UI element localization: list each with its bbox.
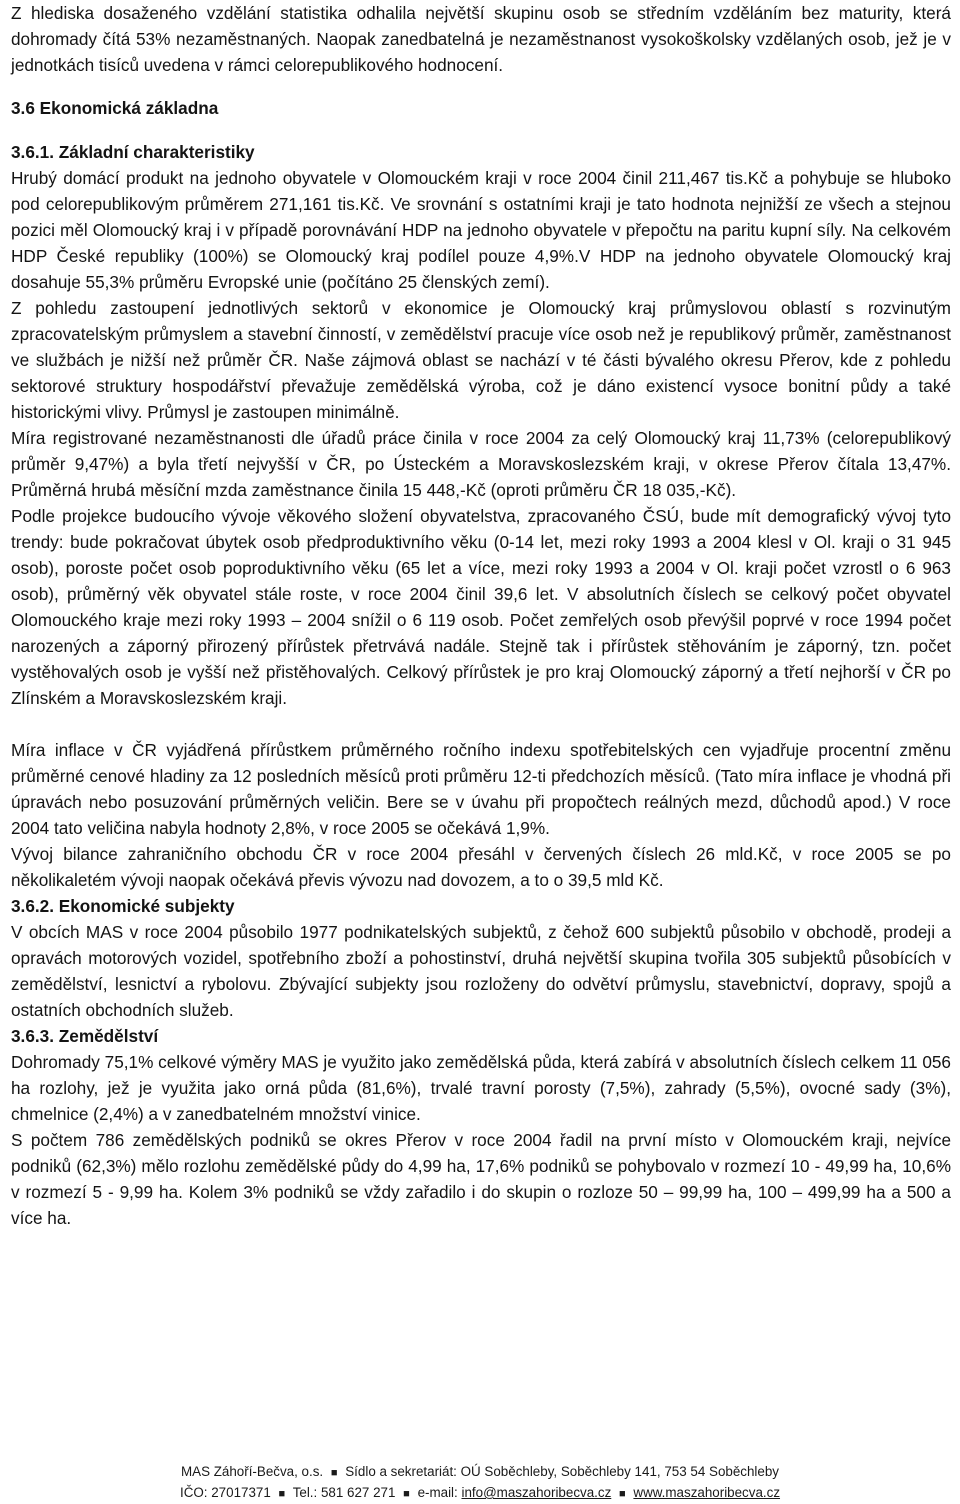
subsection-title-agriculture: 3.6.3. Zemědělství	[11, 1026, 159, 1046]
intro-paragraph: Z hlediska dosaženého vzdělání statistika odhalila největší skupinu osob se středním vzděláním bez maturity, která dohromady čítá 53% nezaměstnaných. Naopak zanedbatelná je nezaměstnanost vysokoškolsky vzdělaných osob, jež je v jednotkách tisíců uvedena v rámci celorepublikového hodnocení.	[11, 3, 951, 75]
document-page	[11, 0, 951, 1231]
footer-line-contacts	[0, 1483, 960, 1504]
footer-email-link[interactable]: info@maszahoribecva.cz	[461, 1485, 612, 1500]
section-title: 3.6 Ekonomická základna	[11, 98, 219, 118]
footer-phone: Tel.: 581 627 271	[292, 1485, 396, 1500]
paragraph-agricultural-land: Dohromady 75,1% celkové výměry MAS je využito jako zemědělská půda, která zabírá v absolutních číslech celkem 11 056 ha rozlohy, jež je využita jako orná půda (81,6%), trvalé travní porosty (7,5%), zahrady (5,5%), ovocné sady (3%), chmelnice (2,4%) a v zanedbatelném množství vinice.	[11, 1052, 951, 1124]
paragraph-foreign-trade: Vývoj bilance zahraničního obchodu ČR v roce 2004 přesáhl v červených číslech 26 mld.Kč, v roce 2005 se po několikaletém vývoji naopak očekává převis vývozu nad dovozem, a to o 39,5 mld Kč.	[11, 844, 951, 890]
page-footer	[0, 1462, 960, 1504]
footer-separator-icon: ■	[278, 1488, 286, 1500]
paragraph-spacer	[11, 711, 951, 737]
footer-separator-icon: ■	[619, 1488, 626, 1500]
footer-ico: IČO: 27017371	[179, 1485, 271, 1500]
paragraph-unemployment: Míra registrované nezaměstnanosti dle úřadů práce činila v roce 2004 za celý Olomoucký kraj 11,73% (celorepublikový průměr 9,47%) a byla třetí nejvyšší v ČR, po Ústeckém a Moravskoslezském kraji, v okrese Přerov čítala 13,47%. Průměrná hrubá měsíční mzda zaměstnance činila 15 448,-Kč (oproti průměru ČR 18 035,-Kč).	[11, 428, 951, 500]
subsection-title-economic-subjects: 3.6.2. Ekonomické subjekty	[11, 896, 235, 916]
footer-organization: MAS Záhoří-Bečva, o.s.	[180, 1464, 324, 1479]
footer-separator-icon: ■	[403, 1488, 410, 1500]
paragraph-sectors: Z pohledu zastoupení jednotlivých sektorů v ekonomice je Olomoucký kraj průmyslovou oblastí s rozvinutým zpracovatelským průmyslem a stavební činností, v zemědělství pracuje více osob než je republikový průměr, zaměstnanost ve službách je nižší než průměr ČR. Naše zájmová oblast se nachází v té části bývalého okresu Přerov, kde z pohledu sektorové struktury hospodářství převažuje zemědělská výroba, což je dáno existencí vysoce bonitní půdy a také historickými vlivy. Průmysl je zastoupen minimálně.	[11, 298, 951, 422]
footer-separator-icon: ■	[330, 1467, 338, 1479]
paragraph-economic-subjects: V obcích MAS v roce 2004 působilo 1977 podnikatelských subjektů, z čehož 600 subjektů působilo v obchodě, prodeji a opravách motorových vozidel, spotřebního zboží a pohostinství, druhá největší skupina tvořila 305 subjektů působících v zemědělství, lesnictví a rybolovu. Zbývající subjekty jsou rozloženy do odvětví průmyslu, stavebnictví, dopravy, spojů a ostatních obchodních služeb.	[11, 922, 951, 1020]
paragraph-demography: Podle projekce budoucího vývoje věkového složení obyvatelstva, zpracovaného ČSÚ, bude mít demografický vývoj tyto trendy: bude pokračovat úbytek osob předproduktivního věku (0-14 let, mezi roky 1993 a 2004 klesl v Ol. kraji o 31 945 osob), poroste počet osob poproduktivního věku (65 let a více, mezi roky 1993 a 2004 v Ol. kraji počet vzrostl o 6 963 osob), průměrný věk obyvatel stále roste, v roce 2004 činil 39,6 let. V absolutních číslech se celkový počet obyvatel Olomouckého kraje mezi roky 1993 – 2004 snížil o 6 119 osob. Počet zemřelých osob převýšil poprvé v roce 1994 počet narozených a záporný přirozený přírůstek přetrvává nadále. Stejně tak i přírůstek stěhováním je záporný, tzn. počet vystěhovalých osob je vyšší než přistěhovalých. Celkový přírůstek je pro kraj Olomoucký záporný a třetí nejhorší v ČR po Zlínském a Moravskoslezském kraji.	[11, 506, 951, 708]
subsection-title-basic-characteristics: 3.6.1. Základní charakteristiky	[11, 142, 255, 162]
paragraph-inflation: Míra inflace v ČR vyjádřená přírůstkem průměrného ročního indexu spotřebitelských cen vyjadřuje procentní změnu průměrné cenové hladiny za 12 posledních měsíců proti průměru 12-ti předchozích měsíců. (Tato míra inflace je vhodná při úpravách nebo posuzování průměrných veličin. Bere se v úvahu při propočtech reálných mezd, důchodů apod.) V roce 2004 tato veličina nabyla hodnoty 2,8%, v roce 2005 se očekává 1,9%.	[11, 740, 951, 838]
footer-email-label: e-mail:	[417, 1485, 458, 1500]
footer-website-link[interactable]: www.maszahoribecva.cz	[633, 1485, 781, 1500]
footer-address: Sídlo a sekretariát: OÚ Soběchleby, Soběchleby 141, 753 54 Soběchleby	[345, 1464, 779, 1479]
paragraph-agricultural-enterprises: S počtem 786 zemědělských podniků se okres Přerov v roce 2004 řadil na první místo v Olomouckém kraji, nejvíce podniků (62,3%) mělo rozlohu zemědělské půdy do 4,99 ha, 17,6% podniků se pohybovalo v rozmezí 10 - 49,99 ha, 10,6% v rozmezí 5 - 9,99 ha. Kolem 3% podniků se vždy zařadilo i do skupin o rozloze 50 – 99,99 ha, 100 – 499,99 ha a 500 a více ha.	[11, 1130, 951, 1228]
paragraph-gdp: Hrubý domácí produkt na jednoho obyvatele v Olomouckém kraji v roce 2004 činil 211,467 tis.Kč a pohybuje se hluboko pod celorepublikovým průměrem 271,161 tis.Kč. Ve srovnání s ostatními kraji je tato hodnota nejnižší ze všech a stejnou pozici měl Olomoucký kraj i v případě porovnávání HDP na jednoho obyvatele v přepočtu na paritu kupní síly. Na celkovém HDP České republiky (100%) se Olomoucký kraj podílel pouze 4,9%.V HDP na jednoho obyvatele Olomoucký kraj dosahuje 55,3% průměru Evropské unie (počítáno 25 členských zemí).	[11, 168, 951, 292]
footer-line-address	[0, 1462, 960, 1483]
